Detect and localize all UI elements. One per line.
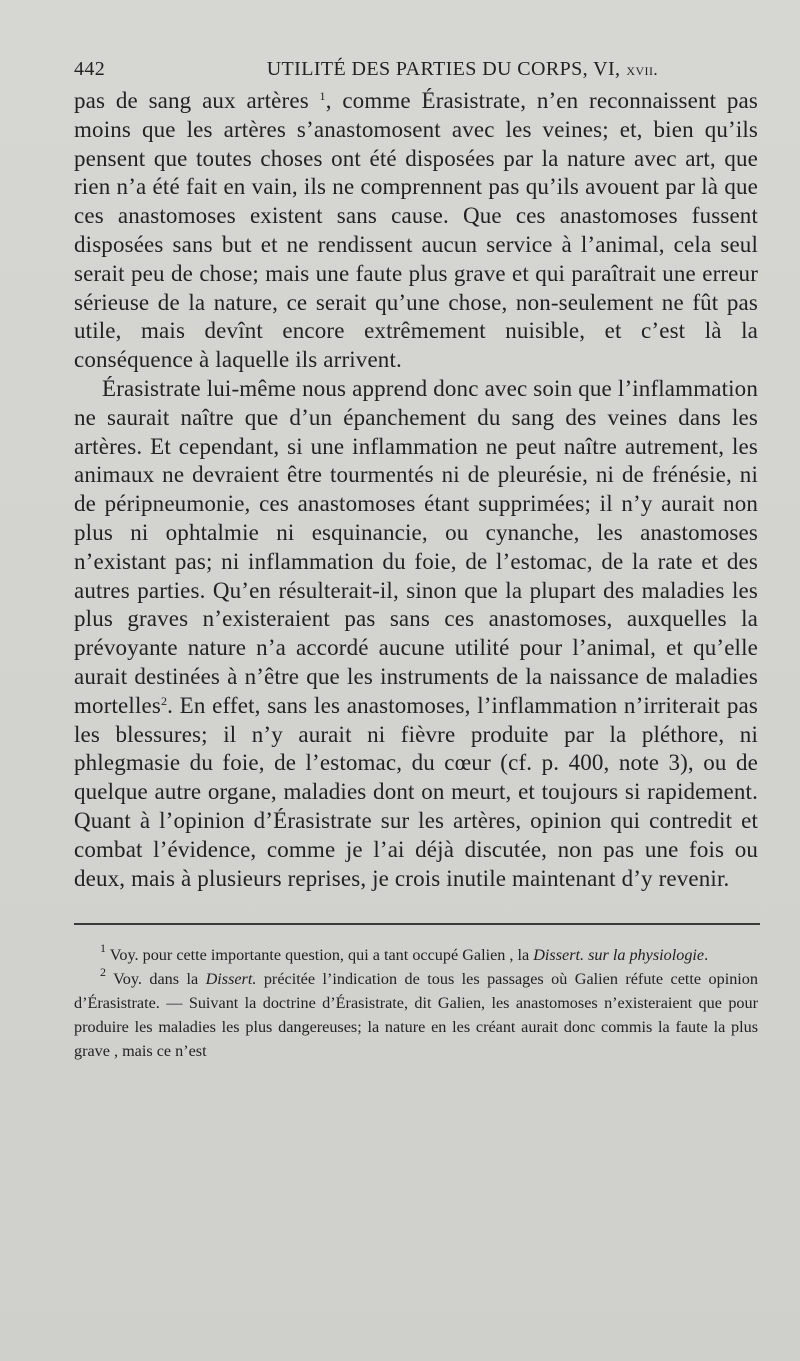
running-header <box>74 58 758 81</box>
footnote-divider <box>74 923 760 925</box>
footnote-mark: 2 <box>100 965 106 980</box>
footnote-text: Voy. pour cette importante question, qui a tant occupé Galien , la <box>109 946 534 965</box>
running-title: UTILITÉ DES PARTIES DU CORPS, VI, <box>266 58 621 80</box>
footnote-text: . <box>704 946 709 965</box>
paragraph <box>74 87 758 375</box>
footnote-ref[interactable]: 2 <box>160 693 168 708</box>
paragraph-text: pas de sang aux artères <box>74 88 320 113</box>
footnote <box>74 967 758 1063</box>
running-title-group <box>267 58 658 81</box>
footnote-text: précitée l’indication de tous les passages où Galien réfute cette opinion d’Érasistrate. — Suivant la doctrine d’Érasistrate, dit Galien, les anastomoses n’existeraient que pour produire les maladies les plus dangereuses; la nature en les créant aurait donc commis la faute la plus grave , mais ce n’est <box>74 970 758 1061</box>
footnotes <box>74 943 758 1063</box>
paragraph-text: . En effet, sans les anastomoses, l’inflammation n’irriterait pas les blessures; il n’y aurait ni fièvre produite par la pléthore, ni phlegmasie du foie, de l’estomac, du cœur (cf. p. 400, note 3), ou de quelque autre organe, maladies dont on meurt, et toujours si rapidement. Quant à l’opinion d’Érasistrate sur les artères, opinion qui contredit et combat l’évidence, comme je l’ai déjà discutée, non pas une fois ou deux, mais à plusieurs reprises, je crois inutile maintenant d’y revenir. <box>74 692 758 891</box>
footnote-mark: 1 <box>100 941 106 956</box>
footnote-text: Voy. dans la <box>113 970 206 989</box>
chapter-number: xvii. <box>626 60 658 79</box>
footnote <box>74 943 758 967</box>
paragraph <box>74 375 758 893</box>
footnote-italic: Dissert. sur la physiologie <box>533 946 705 965</box>
page-number: 442 <box>74 58 106 80</box>
footnote-ref[interactable]: 1 <box>319 89 326 103</box>
main-text <box>74 87 758 893</box>
paragraph-text: , comme Érasistrate, n’en reconnaissent pas moins que les artères s’anastomosent avec les veines; et, bien qu’ils pensent que toutes choses ont été disposées par la nature avec art, que rien n’a été fait en vain, ils ne comprennent pas qu’ils avouent par là que ces anastomoses existent sans cause. Que ces anastomoses fussent disposées sans but et ne rendissent aucun service à l’animal, cela seul serait peu de chose; mais une faute plus grave et qui paraîtrait une erreur sérieuse de la nature, ce serait qu’une chose, non-seulement ne fût pas utile, mais devînt encore extrêmement nuisible, et c’est là la conséquence à laquelle ils arrivent. <box>74 88 758 373</box>
paragraph-text: Érasistrate lui-même nous apprend donc avec soin que l’inflammation ne saurait naître que d’un épanchement du sang des veines dans les artères. Et cependant, si une inflammation ne peut naître autrement, les animaux ne devraient être tourmentés ni de pleurésie, ni de frénésie, ni de péripneumonie, ces anastomoses étant supprimées; il n’y aurait non plus ni ophtalmie ni esquinancie, ou cynanche, les anastomoses n’existant pas; ni inflammation du foie, de l’estomac, de la rate et des autres parties. Qu’en résulterait-il, sinon que la plupart des maladies les plus graves n’existeraient pas sans ces anastomoses, auxquelles la prévoyante nature n’a accordé aucune utilité pour l’animal, et qu’elle aurait destinées à n’être que les instruments de la naissance de maladies mortelles <box>74 375 758 718</box>
footnote-italic: Dissert. <box>205 970 257 989</box>
